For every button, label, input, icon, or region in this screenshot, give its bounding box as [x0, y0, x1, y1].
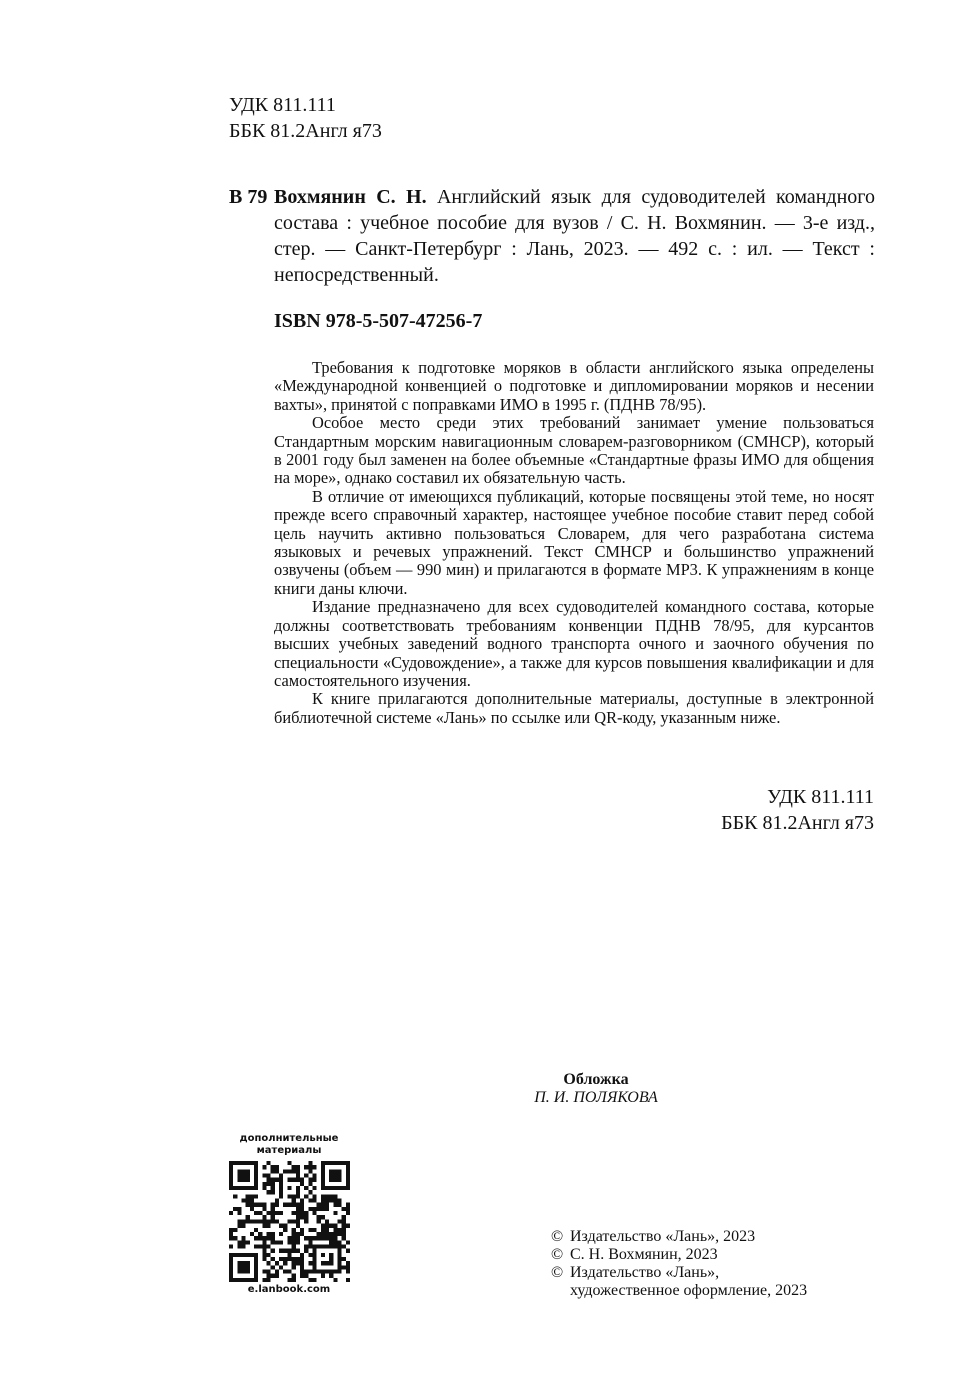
copyright-symbol: © — [551, 1246, 564, 1263]
copyright-line — [551, 1246, 807, 1264]
annotation-paragraph: Особое место среди этих требований занимает умение пользоваться Стандартным морским навигационным словарем-разговорником (СМНСР), который в 2001 году был заменен на более объемные «Стандартные фразы ИМО для общения на море», однако составил их обязательную часть. — [274, 413, 874, 488]
copyright-symbol: © — [551, 1264, 564, 1281]
entry-author: Вохмянин С. Н. — [274, 186, 427, 208]
udk-block-bottom — [721, 784, 874, 836]
annotation-paragraph: Требования к подготовке моряков в области английского языка определены «Международной конвенцией о подготовке и дипломировании моряков и несении вахты», принятой с поправками ИМО в 1995 г. (ПДНВ 78/95). — [274, 358, 874, 414]
annotation — [274, 359, 874, 727]
bbk-code: ББК 81.2Англ я73 — [721, 812, 874, 834]
cover-credit — [480, 1071, 712, 1107]
annotation-paragraph: К книге прилагаются дополнительные материалы, доступные в электронной библиотечной системе «Лань» по ссылке или QR-коду, указанным ниже. — [274, 689, 874, 727]
qr-caption-line: материалы — [256, 1145, 322, 1156]
copyright-line — [551, 1228, 807, 1246]
udk-code: УДК 811.111 — [229, 94, 336, 116]
copyright-symbol: © — [551, 1228, 564, 1245]
qr-caption — [228, 1133, 350, 1157]
udk-block-top — [229, 92, 382, 144]
copyright-block — [551, 1228, 807, 1300]
bibliographic-description — [274, 184, 875, 288]
annotation-paragraph: В отличие от имеющихся публикаций, которые посвящены этой теме, но носят прежде всего справочный характер, настоящее учебное пособие ставит перед собой цель научить активно пользоваться Словарем, для чего разработана система языковых и речевых упражнений. Текст СМНСР и большинство упражнений озвучены (объем — 990 мин) и прилагаются в формате MP3. К упражнениям в конце книги даны ключи. — [274, 486, 874, 598]
annotation-paragraph: Издание предназначено для всех судоводителей командного состава, которые должны соответствовать требованиям конвенции ПДНВ 78/95, для курсантов высших учебных заведений водного транспорта очного и заочного обучения по специальности «Судовождение», а также для курсов повышения квалификации и для самостоятельного изучения. — [274, 597, 874, 690]
qr-caption-line: дополнительные — [239, 1133, 339, 1144]
copyright-line — [551, 1282, 807, 1300]
cover-label: Обложка — [563, 1071, 629, 1088]
author-mark: В 79 — [229, 186, 268, 208]
copyright-text: художественное оформление, 2023 — [570, 1282, 808, 1299]
isbn: ISBN 978-5-507-47256-7 — [274, 310, 483, 332]
copyright-text: С. Н. Вохмянин, 2023 — [570, 1246, 718, 1263]
copyright-text: Издательство «Лань», 2023 — [570, 1228, 756, 1245]
cover-designer: П. И. ПОЛЯКОВА — [534, 1089, 658, 1106]
qr-url: e.lanbook.com — [247, 1284, 331, 1295]
copyright-text: Издательство «Лань», — [570, 1264, 720, 1281]
copyright-line — [551, 1264, 807, 1282]
bbk-code: ББК 81.2Англ я73 — [229, 120, 382, 142]
bibliographic-entry — [229, 184, 875, 288]
udk-code: УДК 811.111 — [767, 786, 874, 808]
entry-text: Английский язык для судоводителей командного состава : учебное пособие для вузов / С. Н. Вохмянин. — 3-е изд., стер. — Санкт-Петербург : Лань, 2023. — 492 с. : ил. — Текст : непосредственный. — [274, 186, 876, 286]
qr-code-icon[interactable] — [229, 1161, 350, 1282]
